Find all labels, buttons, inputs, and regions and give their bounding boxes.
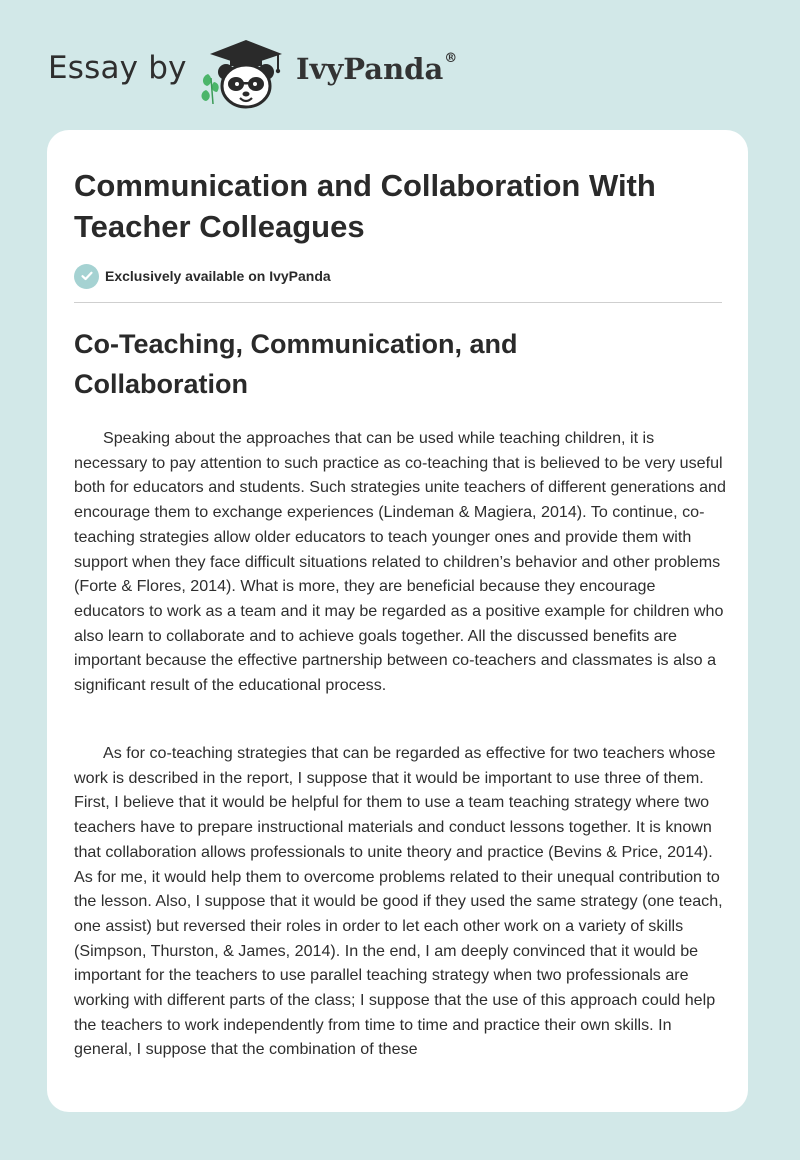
section-heading: Co-Teaching, Communication, and Collaboration (74, 329, 518, 399)
essay-by-label: Essay by (48, 50, 187, 86)
brand-label: IvyPanda (296, 52, 444, 86)
essay-card (47, 130, 748, 1112)
divider (74, 302, 722, 303)
page-title: Communication and Collaboration With Teacher Colleagues (74, 168, 656, 244)
ivy-leaf-icon (202, 74, 219, 104)
registered-mark: ® (444, 51, 458, 67)
body-paragraph-1: Speaking about the approaches that can be used while teaching children, it is necessary to pay attention to such practice as co-teaching that is believed to be very useful both for educators and students. Such strategies unite teachers of different generations and encourage them to exchange experiences (Lindeman & Magiera, 2014). To continue, co-teaching strategies allow older educators to teach younger ones and provide them with support when they face difficult situations related to children’s behavior and other problems (Forte & Flores, 2014). What is more, they are beneficial because they encourage educators to work as a team and it may be regarded as a positive example for children who also learn to collaborate and to achieve goals together. All the discussed benefits are important because the effective partnership between co-teachers and classmates is also a significant result of the educational process. (74, 429, 726, 695)
panda-graduate-logo-icon[interactable] (200, 34, 292, 110)
body-paragraph-2: As for co-teaching strategies that can be regarded as effective for two teachers whose work is described in the report, I suppose that it would be important to use three of them. First, I believe that it would be helpful for them to use a team teaching strategy where two teachers have to prepare instructional materials and conduct lessons together. It is known that collaboration allows professionals to unite theory and practice (Bevins & Price, 2014). As for me, it would help them to overcome problems related to their unequal contribution to the lesson. Also, I suppose that it would be good if they used the same strategy (one teach, one assist) but reversed their roles in order to let each other work on a variety of skills (Simpson, Thurston, & James, 2014). In the end, I am deeply convinced that it would be important for the teachers to use parallel teaching strategy when two professionals are working with different parts of the class; I suppose that the use of this approach could help the teachers to work independently from time to time and practice their own skills. In general, I suppose that the combination of these (74, 744, 723, 1059)
brand-name[interactable] (296, 52, 457, 86)
site-header (0, 0, 800, 120)
exclusive-label: Exclusively available on IvyPanda (105, 268, 331, 284)
checkmark-icon (74, 264, 99, 289)
exclusive-badge (74, 263, 331, 289)
